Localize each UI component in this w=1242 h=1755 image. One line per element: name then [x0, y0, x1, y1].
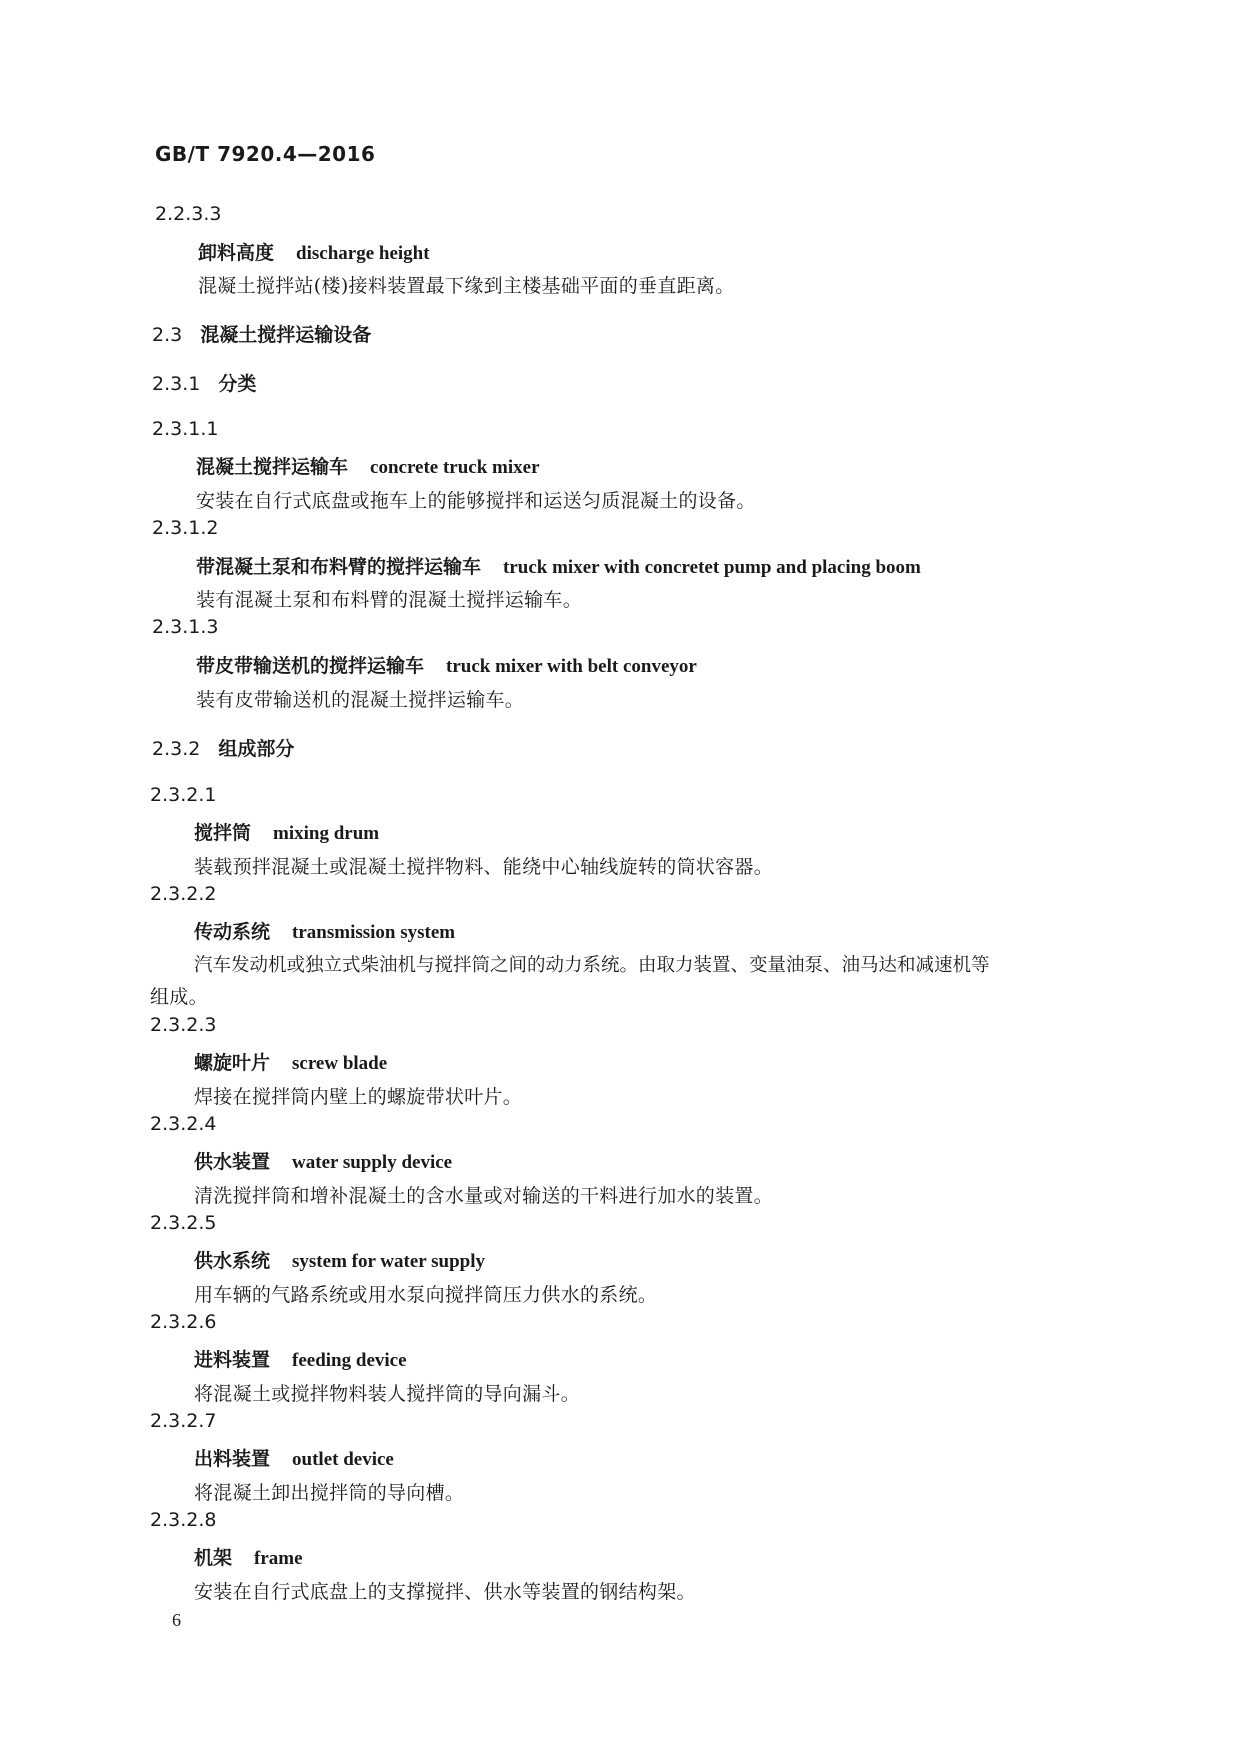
term-en: screw blade: [292, 1053, 388, 1074]
page-number: 6: [172, 1610, 181, 1630]
term-heading: [194, 1345, 407, 1372]
term-en: mixing drum: [273, 823, 380, 844]
term-definition: 用车辆的气路系统或用水泵向搅拌筒压力供水的系统。: [194, 1284, 658, 1306]
term-definition: 装有混凝土泵和布料臂的混凝土搅拌运输车。: [196, 589, 583, 611]
clause-number: 2.2.3.3: [155, 203, 222, 225]
term-heading: [196, 452, 540, 479]
term-definition: 将混凝土卸出搅拌筒的导向槽。: [194, 1482, 465, 1504]
clause-number: 2.3.1.1: [152, 418, 219, 440]
term-heading: [194, 1147, 452, 1174]
term-en: outlet device: [292, 1449, 394, 1470]
term-heading: [196, 651, 697, 678]
term-en: transmission system: [292, 922, 456, 943]
clause-number: 2.3.2.7: [150, 1410, 217, 1432]
section-number: 2.3.1: [152, 373, 201, 395]
section-heading: [152, 734, 294, 761]
term-en: water supply device: [292, 1152, 453, 1173]
term-definition: 安装在自行式底盘或拖车上的能够搅拌和运送匀质混凝土的设备。: [196, 490, 756, 512]
term-zh: 进料装置: [194, 1349, 271, 1371]
term-zh: 供水装置: [194, 1151, 271, 1173]
clause-number: 2.3.2.5: [150, 1212, 217, 1234]
clause-number: 2.3.1.3: [152, 616, 219, 638]
term-en: truck mixer with belt conveyor: [446, 656, 697, 677]
term-heading: [198, 238, 430, 265]
term-definition: 焊接在搅拌筒内壁上的螺旋带状叶片。: [194, 1086, 523, 1108]
clause-number: 2.3.2.2: [150, 883, 217, 905]
section-title: 组成部分: [218, 738, 295, 760]
term-definition: 将混凝土或搅拌物料装人搅拌筒的导向漏斗。: [194, 1383, 581, 1405]
term-definition: 装载预拌混凝土或混凝土搅拌物料、能绕中心轴线旋转的筒状容器。: [194, 856, 774, 878]
term-zh: 螺旋叶片: [194, 1052, 271, 1074]
section-title: 混凝土搅拌运输设备: [200, 324, 372, 346]
section-title: 分类: [218, 373, 257, 395]
section-heading: [152, 320, 371, 347]
term-heading: [194, 1246, 485, 1273]
term-definition-continued: 组成。: [150, 986, 208, 1008]
term-zh: 出料装置: [194, 1448, 271, 1470]
term-zh: 混凝土搅拌运输车: [196, 456, 349, 478]
clause-number: 2.3.2.4: [150, 1113, 217, 1135]
term-definition: 安装在自行式底盘上的支撑搅拌、供水等装置的钢结构架。: [194, 1581, 696, 1603]
term-zh: 带皮带输送机的搅拌运输车: [196, 655, 425, 677]
term-en: concrete truck mixer: [370, 457, 540, 478]
term-zh: 传动系统: [194, 921, 271, 943]
standard-code-header: GB/T 7920.4—2016: [155, 142, 376, 166]
term-heading: [196, 552, 921, 579]
term-en: truck mixer with concretet pump and placing boom: [503, 557, 921, 578]
term-en: discharge height: [296, 243, 430, 264]
clause-number: 2.3.2.3: [150, 1014, 217, 1036]
term-zh: 搅拌筒: [194, 822, 252, 844]
term-definition: 清洗搅拌筒和增补混凝土的含水量或对输送的干料进行加水的装置。: [194, 1185, 774, 1207]
section-number: 2.3.2: [152, 738, 201, 760]
term-definition: 混凝土搅拌站(楼)接料装置最下缘到主楼基础平面的垂直距离。: [198, 275, 735, 297]
term-heading: [194, 1543, 303, 1570]
term-zh: 机架: [194, 1547, 233, 1569]
section-number: 2.3: [152, 324, 183, 346]
term-en: feeding device: [292, 1350, 407, 1371]
term-heading: [194, 1444, 394, 1471]
clause-number: 2.3.2.1: [150, 784, 217, 806]
term-heading: [194, 818, 379, 845]
term-zh: 带混凝土泵和布料臂的搅拌运输车: [196, 556, 482, 578]
section-heading: [152, 369, 256, 396]
clause-number: 2.3.1.2: [152, 517, 219, 539]
term-definition: 汽车发动机或独立式柴油机与搅拌筒之间的动力系统。由取力装置、变量油泵、油马达和减速机等: [194, 955, 990, 976]
term-heading: [194, 917, 455, 944]
term-en: frame: [254, 1548, 303, 1569]
term-zh: 供水系统: [194, 1250, 271, 1272]
term-definition: 装有皮带输送机的混凝土搅拌运输车。: [196, 689, 525, 711]
clause-number: 2.3.2.6: [150, 1311, 217, 1333]
term-en: system for water supply: [292, 1251, 486, 1272]
clause-number: 2.3.2.8: [150, 1509, 217, 1531]
term-zh: 卸料高度: [198, 242, 275, 264]
term-heading: [194, 1048, 387, 1075]
